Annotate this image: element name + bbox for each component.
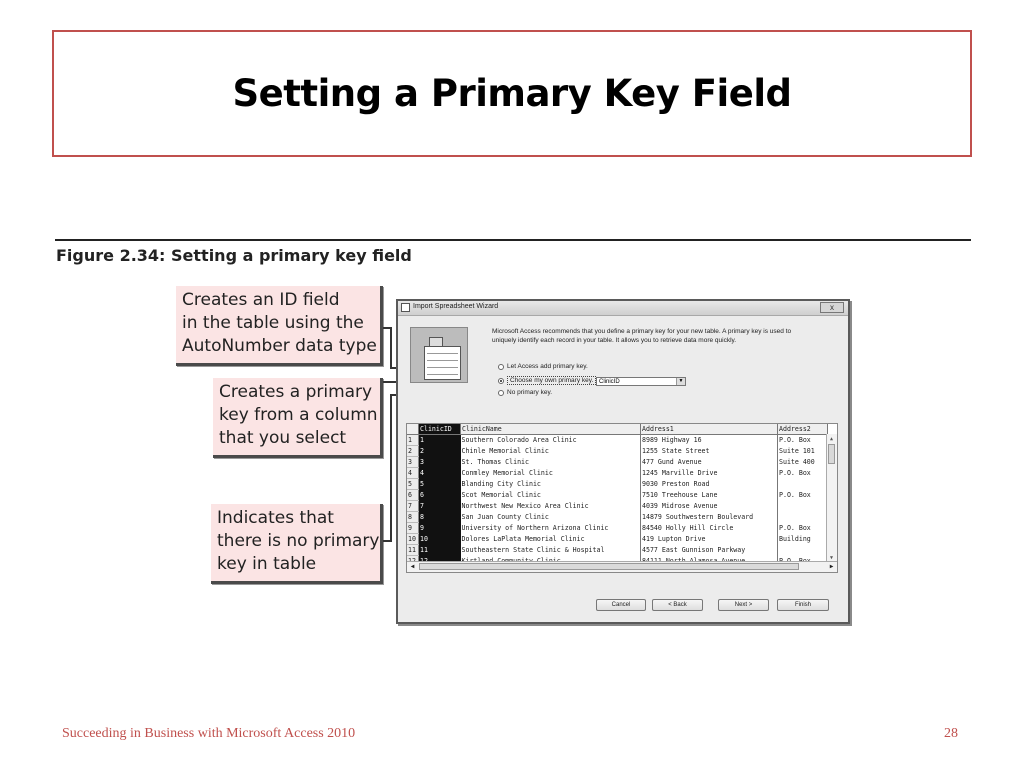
scroll-down-icon[interactable]: ▼ (829, 555, 833, 561)
table-row[interactable] (407, 523, 828, 534)
cell-address1: 4039 Midrose Avenue (641, 501, 778, 512)
figure-caption: Figure 2.34: Setting a primary key field (56, 246, 412, 265)
preview-table (407, 424, 828, 567)
table-row[interactable] (407, 446, 828, 457)
callout-line: Creates a primary (219, 382, 373, 402)
cell-address2: P.O. Box (779, 469, 811, 477)
key-illustration-icon (410, 327, 468, 383)
finish-button[interactable]: Finish (777, 599, 829, 611)
table-row[interactable] (407, 435, 828, 446)
cell-address1: 1255 State Street (641, 446, 778, 457)
table-row[interactable] (407, 545, 828, 556)
cell-clinic-id: 5 (419, 479, 461, 490)
row-number: 11 (407, 545, 419, 556)
figure-rule (55, 239, 971, 241)
title-bar (398, 301, 848, 316)
row-number: 8 (407, 512, 419, 523)
next-button[interactable]: Next > (718, 599, 769, 611)
option-label[interactable]: Let Access add primary key. (507, 363, 588, 370)
header-row (407, 424, 828, 435)
cell-address1: 14879 Southwestern Boulevard (641, 512, 778, 523)
row-number: 5 (407, 479, 419, 490)
intro-text (492, 327, 822, 345)
table-row[interactable] (407, 534, 828, 545)
cell-address2: P.O. Box (779, 524, 811, 532)
cell-address1: 1245 Marville Drive (641, 468, 778, 479)
cell-clinic-id: 4 (419, 468, 461, 479)
cell-address2 (778, 501, 828, 512)
horizontal-scrollbar[interactable] (407, 561, 837, 572)
cell-clinic-id: 7 (419, 501, 461, 512)
leader-line (390, 394, 392, 542)
back-button[interactable]: < Back (652, 599, 703, 611)
cell-address1: 84540 Holly Hill Circle (641, 523, 778, 534)
cell-clinic-name: San Juan County Clinic (461, 512, 641, 523)
cell-address2: Suite 400 (779, 458, 815, 466)
cell-clinic-name: Chinle Memorial Clinic (461, 446, 641, 457)
scroll-thumb[interactable] (419, 563, 799, 570)
close-button[interactable]: x (820, 302, 844, 313)
cell-clinic-id: 9 (419, 523, 461, 534)
row-number: 10 (407, 534, 419, 545)
cell-clinic-name: Southern Colorado Area Clinic (461, 435, 641, 446)
callout-line: key from a column (219, 405, 378, 425)
cell-address2: P.O. Box (779, 491, 811, 499)
cell-clinic-name: University of Northern Arizona Clinic (461, 523, 641, 534)
option-label[interactable]: No primary key. (507, 389, 553, 396)
row-number: 4 (407, 468, 419, 479)
window-title: Import Spreadsheet Wizard (413, 303, 499, 310)
cell-clinic-id: 6 (419, 490, 461, 501)
scroll-up-icon[interactable]: ▲ (829, 436, 833, 442)
callout-no-primary-key (211, 504, 383, 584)
callout-line: Indicates that (217, 508, 334, 528)
cell-address2 (778, 512, 828, 523)
page-number: 28 (944, 726, 958, 741)
cell-clinic-id: 11 (419, 545, 461, 556)
import-spreadsheet-wizard (396, 299, 850, 624)
cell-clinic-id: 1 (419, 435, 461, 446)
cell-address2 (778, 545, 828, 556)
vertical-scrollbar[interactable] (826, 434, 837, 563)
cell-address2: Suite 101 (779, 447, 815, 455)
cell-clinic-name: St. Thomas Clinic (461, 457, 641, 468)
cell-clinic-id: 10 (419, 534, 461, 545)
cell-clinic-name: Scot Memorial Clinic (461, 490, 641, 501)
row-number: 1 (407, 435, 419, 446)
row-number: 2 (407, 446, 419, 457)
option-let-access-add-key[interactable] (498, 363, 588, 370)
radio-button-selected[interactable] (498, 378, 504, 384)
cell-address1: 9030 Preston Road (641, 479, 778, 490)
radio-button[interactable] (498, 364, 504, 370)
footer-text: Succeeding in Business with Microsoft Access 2010 (62, 726, 356, 741)
selected-key-field[interactable]: ClinicID (599, 379, 620, 385)
title-box (52, 30, 972, 157)
sheet-icon (424, 346, 461, 380)
row-number: 9 (407, 523, 419, 534)
row-number: 6 (407, 490, 419, 501)
table-row[interactable] (407, 468, 828, 479)
option-choose-own-key[interactable] (498, 376, 596, 385)
callout-line: AutoNumber data type (182, 336, 377, 356)
callout-line: Creates an ID field (182, 290, 340, 310)
intro-line: uniquely identify each record in your table. It allows you to retrieve data more quickly. (492, 337, 737, 344)
column-header[interactable]: Address1 (641, 424, 778, 435)
cell-clinic-name: Blanding City Clinic (461, 479, 641, 490)
cell-address2: P.O. Box (779, 436, 811, 445)
cancel-button[interactable]: Cancel (596, 599, 646, 611)
chevron-down-icon[interactable]: ▼ (676, 378, 685, 385)
cell-clinic-name: Dolores LaPlata Memorial Clinic (461, 534, 641, 545)
column-header[interactable]: ClinicName (461, 424, 641, 435)
table-row[interactable] (407, 490, 828, 501)
row-number: 7 (407, 501, 419, 512)
cell-address2 (778, 479, 828, 490)
cell-address1: 4577 East Gunnison Parkway (641, 545, 778, 556)
data-preview-grid[interactable] (406, 423, 838, 573)
scroll-thumb[interactable] (828, 444, 835, 464)
row-number: 3 (407, 457, 419, 468)
scroll-left-icon[interactable]: ◀ (410, 563, 415, 570)
window-icon (401, 303, 410, 312)
radio-button[interactable] (498, 390, 504, 396)
cell-clinic-id: 3 (419, 457, 461, 468)
intro-line: Microsoft Access recommends that you define a primary key for your new table. A primary key is used to (492, 328, 792, 335)
cell-address2: Building (779, 535, 811, 543)
scroll-right-icon[interactable]: ▶ (829, 563, 834, 570)
leader-line (390, 327, 392, 368)
cell-address1: 419 Lupton Drive (641, 534, 778, 545)
table-row[interactable] (407, 501, 828, 512)
slide-title: Setting a Primary Key Field (232, 72, 792, 115)
cell-address1: 477 Gund Avenue (641, 457, 778, 468)
row-selector-header (407, 424, 419, 435)
callout-line: that you select (219, 428, 347, 448)
primary-key-field-select[interactable] (596, 377, 686, 386)
cell-clinic-name: Southeastern State Clinic & Hospital (461, 545, 641, 556)
cell-clinic-id: 8 (419, 512, 461, 523)
cell-address1: 8989 Highway 16 (641, 435, 778, 446)
callout-line: there is no primary (217, 531, 380, 551)
callout-choose-own-key (213, 378, 383, 458)
cell-clinic-name: Northwest New Mexico Area Clinic (461, 501, 641, 512)
option-label[interactable]: Choose my own primary key. (507, 376, 596, 385)
table-row[interactable] (407, 457, 828, 468)
cell-address1: 7510 Treehouse Lane (641, 490, 778, 501)
column-header[interactable]: ClinicID (419, 424, 461, 435)
callout-let-access-add-key (176, 286, 383, 366)
callout-line: in the table using the (182, 313, 364, 333)
column-header[interactable]: Address2 (778, 424, 828, 435)
table-row[interactable] (407, 479, 828, 490)
option-no-primary-key[interactable] (498, 389, 552, 396)
table-row[interactable] (407, 512, 828, 523)
cell-clinic-name: Conmley Memorial Clinic (461, 468, 641, 479)
cell-clinic-id: 2 (419, 446, 461, 457)
callout-line: key in table (217, 554, 317, 574)
